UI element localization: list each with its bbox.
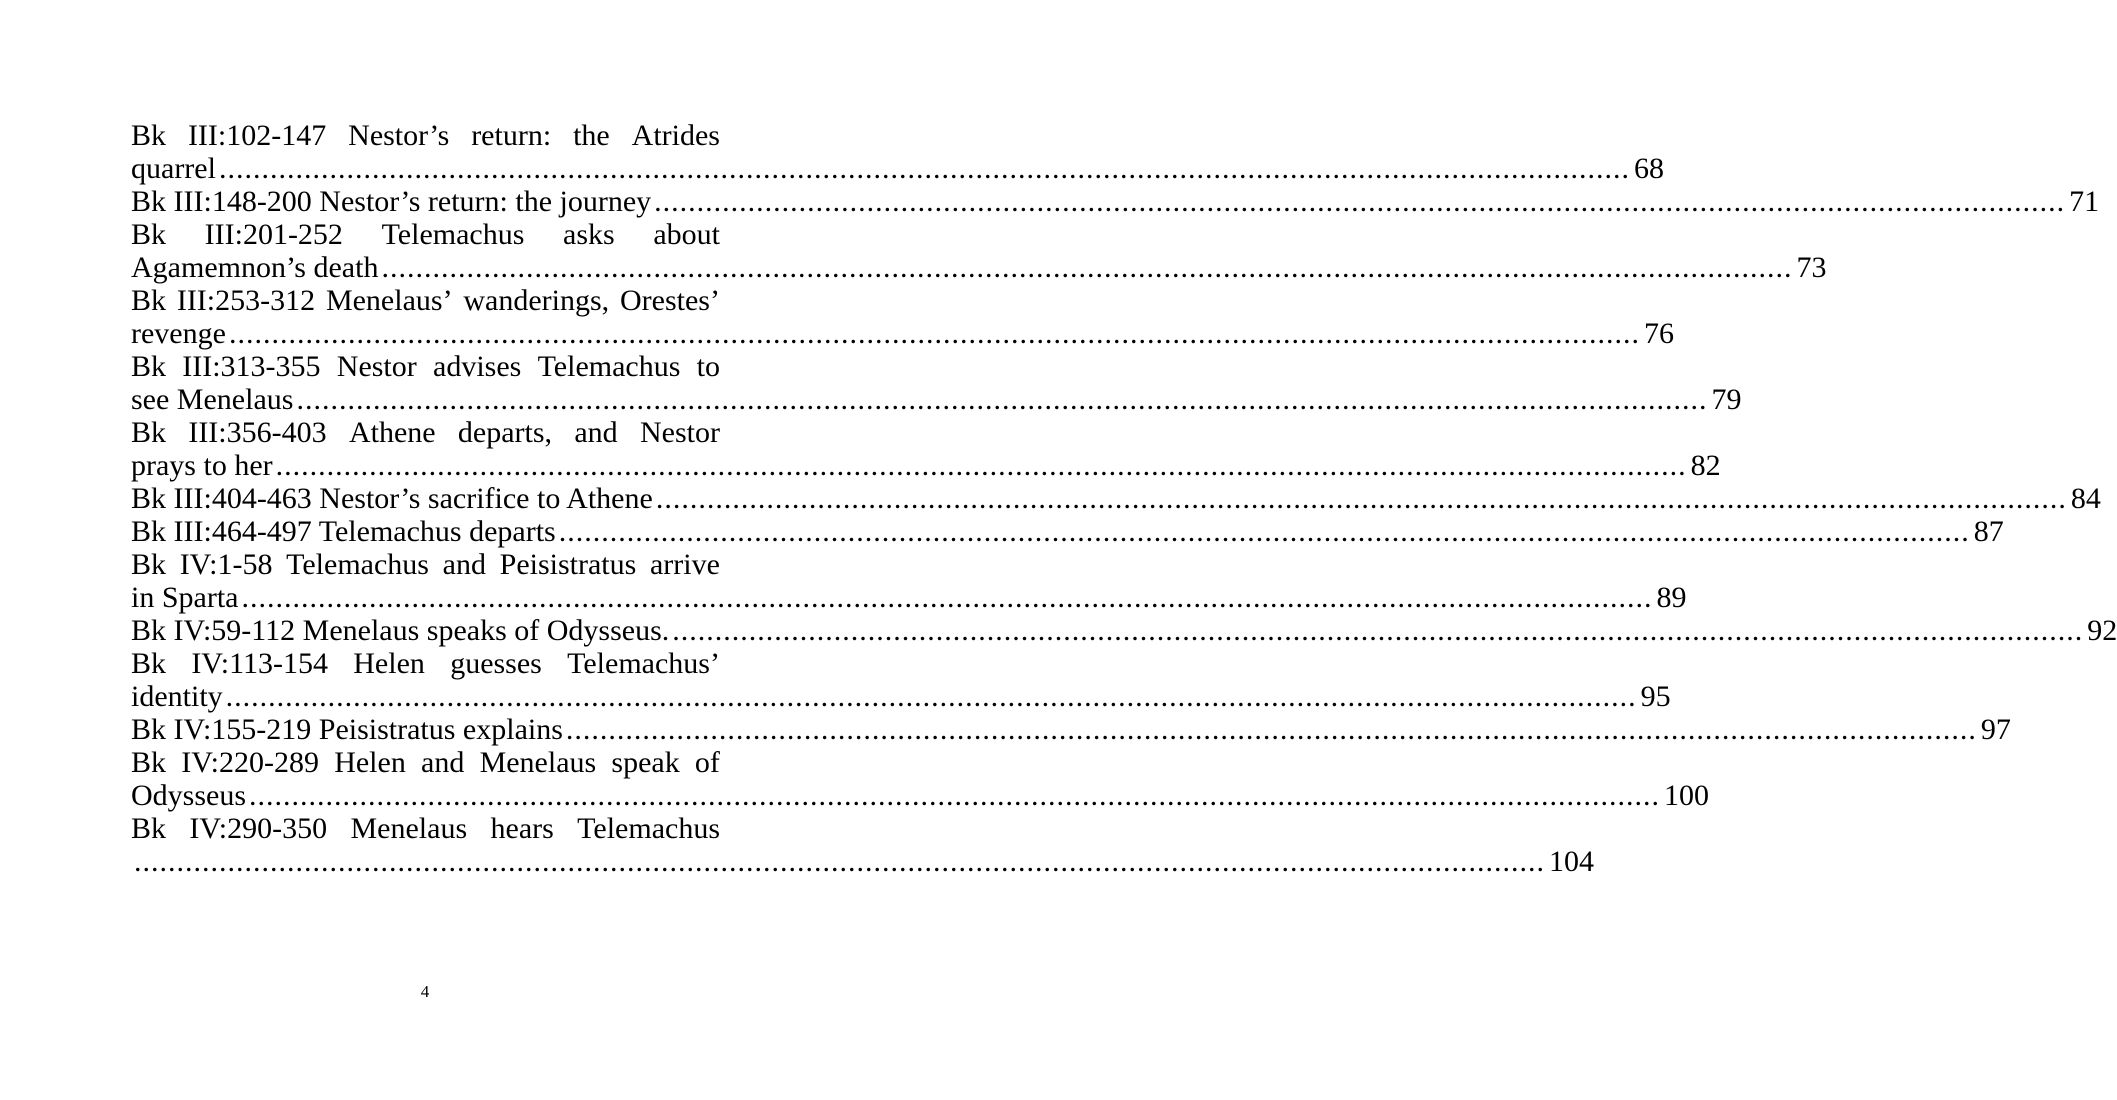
toc-entry-title: Bk IV:59-112 Menelaus speaks of Odysseus. (131, 614, 670, 647)
toc-entry-line (131, 548, 720, 581)
toc-entry-word: Telemachus (577, 812, 720, 845)
toc-entry (131, 350, 1742, 416)
toc-entry-line (131, 416, 720, 449)
toc-entry-word: Bk (131, 548, 167, 581)
toc-entry-line (131, 119, 720, 152)
toc-leader-dots: ...................................................................................................................................................................... (672, 614, 2084, 647)
toc-entry-line (131, 383, 1742, 416)
toc-entry-word: Nestor’s (348, 119, 450, 152)
toc-leader-dots: ...................................................................................................................................................................... (558, 515, 1970, 548)
toc-entry-word: Bk (131, 350, 167, 383)
toc-entry-line (131, 284, 720, 317)
toc-entry-word: about (653, 218, 720, 251)
toc-entry-line (131, 581, 1687, 614)
toc-entry-word: hears (490, 812, 554, 845)
toc-leader-dots: ...................................................................................................................................................................... (218, 152, 1630, 185)
toc-entry-word: Orestes’ (619, 284, 720, 317)
toc-leader-dots: ...................................................................................................................................................................... (228, 317, 1640, 350)
toc-entry-title: identity (131, 680, 223, 713)
toc-page-number: 95 (1640, 680, 1671, 713)
toc-entry-line (131, 746, 720, 779)
toc-entry-word: Bk (131, 812, 167, 845)
toc-page-number: 79 (1711, 383, 1742, 416)
toc-page-number: 82 (1690, 449, 1721, 482)
toc-entry-line (131, 845, 1594, 878)
toc-page-number: 68 (1633, 152, 1664, 185)
toc-entry-word: Bk (131, 284, 167, 317)
toc-entry-word: III:201-252 (204, 218, 343, 251)
toc-entry-word: Helen (334, 746, 406, 779)
toc-entry-word: of (694, 746, 720, 779)
toc-entry (131, 515, 2004, 548)
toc-entry (131, 713, 2011, 746)
toc-entry-word: III:356-403 (188, 416, 327, 449)
toc-entry-title: quarrel (131, 152, 216, 185)
toc-entry-word: Bk (131, 416, 167, 449)
toc-page-number: 104 (1549, 845, 1594, 878)
toc-leader-dots: ...................................................................................................................................................................... (655, 482, 2067, 515)
toc-entry-word: Bk (131, 218, 167, 251)
toc-entry-word: Peisistratus (499, 548, 637, 581)
toc-entry-line (131, 317, 1674, 350)
toc-entry-word: III:253-312 (176, 284, 316, 317)
toc-page-number: 89 (1656, 581, 1687, 614)
toc-leader-dots: ...................................................................................................................................................................... (225, 680, 1637, 713)
toc-entry-title: in Sparta (131, 581, 239, 614)
toc-entry-line (131, 812, 720, 845)
toc-entry-word: Menelaus (479, 746, 597, 779)
toc-entry (131, 746, 1710, 812)
toc-entry-line (131, 152, 1664, 185)
toc-leader-dots: ...................................................................................................................................................................... (296, 383, 1708, 416)
toc-entry (131, 548, 1687, 614)
toc-page-number: 87 (1973, 515, 2004, 548)
toc-entry-word: III:313-355 (182, 350, 321, 383)
toc-entry (131, 812, 1594, 878)
toc-entry-word: and (442, 548, 486, 581)
toc-entry-word: Nestor (639, 416, 720, 449)
toc-entry-line (131, 515, 2004, 548)
toc-page-number: 97 (1980, 713, 2011, 746)
toc-entry-word: IV:290-350 (189, 812, 328, 845)
table-of-contents (131, 119, 2117, 878)
toc-entry (131, 614, 2117, 647)
toc-entry-word: speak (611, 746, 680, 779)
toc-entry-word: III:102-147 (187, 119, 327, 152)
toc-leader-dots: ...................................................................................................................................................................... (249, 779, 1661, 812)
toc-entry-line (131, 482, 2101, 515)
toc-entry-word: advises (433, 350, 522, 383)
toc-entry-word: IV:1-58 (179, 548, 273, 581)
toc-entry (131, 647, 1671, 713)
toc-entry-title: Bk III:404-463 Nestor’s sacrifice to Athene (131, 482, 653, 515)
toc-entry-word: Athene (348, 416, 436, 449)
toc-entry-line (131, 647, 720, 680)
toc-page-number: 92 (2087, 614, 2117, 647)
toc-entry-word: arrive (649, 548, 720, 581)
toc-entry-title: Odysseus (131, 779, 247, 812)
toc-entry-title: prays to her (131, 449, 273, 482)
toc-entry-word: Telemachus (286, 548, 429, 581)
toc-entry-line (131, 185, 2100, 218)
toc-entry-word: guesses (450, 647, 542, 680)
toc-entry (131, 416, 1721, 482)
toc-entry-title: Bk III:148-200 Nestor’s return: the journey (131, 185, 652, 218)
toc-entry-word: Helen (353, 647, 425, 680)
toc-leader-dots: ...................................................................................................................................................................... (654, 185, 2066, 218)
toc-entry (131, 185, 2100, 218)
toc-entry-word: Telemachus (537, 350, 681, 383)
toc-entry (131, 119, 1664, 185)
toc-page-number: 76 (1643, 317, 1674, 350)
toc-leader-dots: ...................................................................................................................................................................... (565, 713, 1977, 746)
toc-entry-title: Bk III:464-497 Telemachus departs (131, 515, 556, 548)
toc-entry (131, 218, 1827, 284)
toc-leader-dots: ...................................................................................................................................................................... (275, 449, 1687, 482)
toc-entry-word: and (421, 746, 465, 779)
toc-entry-line (131, 779, 1710, 812)
toc-entry-word: and (574, 416, 618, 449)
toc-entry-word: Bk (131, 746, 167, 779)
toc-entry-line (131, 713, 2011, 746)
toc-entry-word: Menelaus (350, 812, 468, 845)
toc-entry-word: Telemachus’ (567, 647, 720, 680)
toc-entry (131, 482, 2101, 515)
toc-page-number: 84 (2070, 482, 2101, 515)
toc-entry-line (131, 251, 1827, 284)
toc-entry-line (131, 218, 720, 251)
toc-entry-title: see Menelaus (131, 383, 294, 416)
toc-entry-word: asks (563, 218, 615, 251)
toc-page-number: 73 (1796, 251, 1827, 284)
toc-leader-dots: ...................................................................................................................................................................... (241, 581, 1653, 614)
toc-entry-word: Telemachus (381, 218, 525, 251)
toc-entry-word: to (696, 350, 720, 383)
toc-page-number: 71 (2069, 185, 2100, 218)
toc-entry-word: return: (471, 119, 552, 152)
toc-entry-word: IV:220-289 (181, 746, 319, 779)
toc-entry-word: wanderings, (463, 284, 610, 317)
toc-entry-title: Bk IV:155-219 Peisistratus explains (131, 713, 563, 746)
toc-leader-dots: ...................................................................................................................................................................... (381, 251, 1793, 284)
toc-entry-word: departs, (457, 416, 553, 449)
toc-entry-title: Agamemnon’s death (131, 251, 379, 284)
toc-leader-dots: ...................................................................................................................................................................... (134, 845, 1545, 878)
toc-entry-line (131, 680, 1671, 713)
toc-entry-title: revenge (131, 317, 226, 350)
toc-entry-word: Menelaus’ (325, 284, 453, 317)
toc-entry-word: Atrides (631, 119, 720, 152)
toc-entry-word: IV:113-154 (191, 647, 328, 680)
toc-entry-line (131, 350, 720, 383)
toc-entry-word: Bk (131, 119, 167, 152)
toc-entry-word: the (573, 119, 610, 152)
toc-entry (131, 284, 1674, 350)
toc-entry-line (131, 449, 1721, 482)
toc-entry-line (131, 614, 2117, 647)
toc-page-number: 100 (1664, 779, 1710, 812)
toc-entry-word: Nestor (336, 350, 417, 383)
page-number: 4 (420, 982, 430, 1001)
toc-entry-word: Bk (131, 647, 167, 680)
